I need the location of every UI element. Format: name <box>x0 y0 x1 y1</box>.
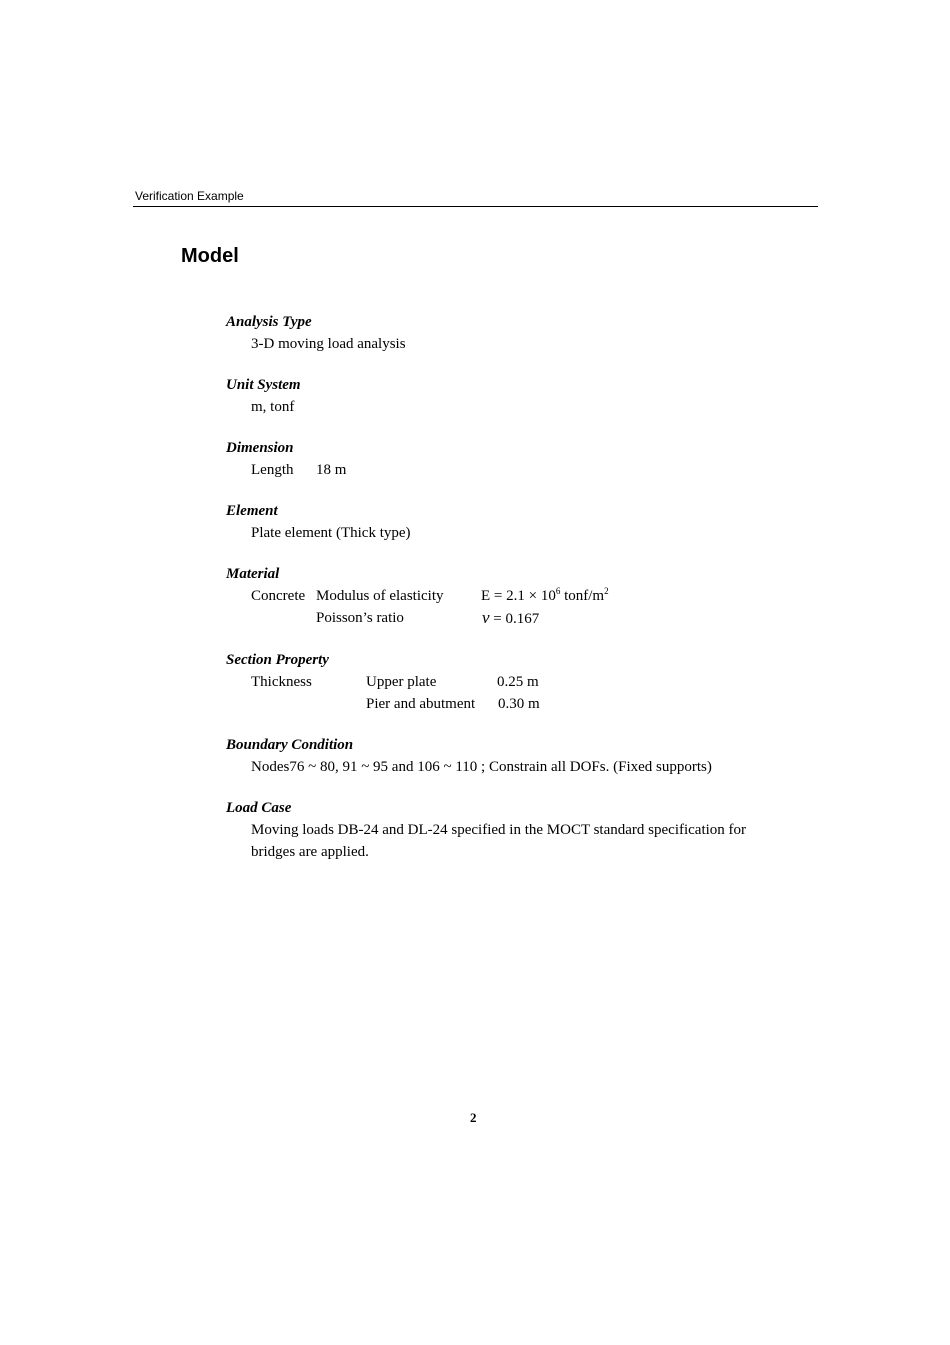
section-property-heading: Section Property <box>226 652 329 668</box>
page-title: Model <box>181 245 239 267</box>
poisson-symbol: ν <box>482 608 490 627</box>
header-rule <box>133 206 818 207</box>
modulus-label: Modulus of elasticity <box>316 588 444 604</box>
dimension-heading: Dimension <box>226 440 294 456</box>
running-header: Verification Example <box>135 189 244 203</box>
modulus-number: = 2.1 × 10 <box>493 588 556 604</box>
boundary-condition-heading: Boundary Condition <box>226 737 354 753</box>
modulus-unit-exponent: 2 <box>604 586 609 596</box>
load-case-heading: Load Case <box>226 800 292 816</box>
section-value-upper: 0.25 m <box>497 674 539 690</box>
load-case-value: Moving loads DB-24 and DL-24 specified in the MOCT standard specification for bridges are applied. <box>251 822 747 860</box>
page-number: 2 <box>470 1110 477 1125</box>
element-value: Plate element (Thick type) <box>251 525 411 541</box>
section-value-pier: 0.30 m <box>498 696 540 712</box>
material-heading: Material <box>226 566 280 582</box>
poisson-value <box>482 608 539 628</box>
modulus-unit: tonf/m <box>564 588 605 604</box>
dimension-value: 18 m <box>316 462 347 478</box>
modulus-value <box>481 588 609 605</box>
unit-system-heading: Unit System <box>226 377 301 393</box>
material-name: Concrete <box>251 588 306 604</box>
modulus-exponent: 6 <box>555 586 561 596</box>
dimension-label: Length <box>251 462 294 478</box>
thickness-label: Thickness <box>251 674 312 690</box>
poisson-number: = 0.167 <box>493 611 540 627</box>
modulus-symbol: E <box>481 588 491 604</box>
unit-system-value: m, tonf <box>251 399 295 415</box>
element-heading: Element <box>226 503 278 519</box>
section-part-upper: Upper plate <box>366 674 437 690</box>
analysis-type-heading: Analysis Type <box>226 314 312 330</box>
section-part-pier: Pier and abutment <box>366 696 476 712</box>
boundary-condition-value: Nodes76 ~ 80, 91 ~ 95 and 106 ~ 110 ; Constrain all DOFs. (Fixed supports) <box>251 759 712 775</box>
poisson-label: Poisson’s ratio <box>316 610 404 626</box>
analysis-type-value: 3-D moving load analysis <box>251 336 406 352</box>
